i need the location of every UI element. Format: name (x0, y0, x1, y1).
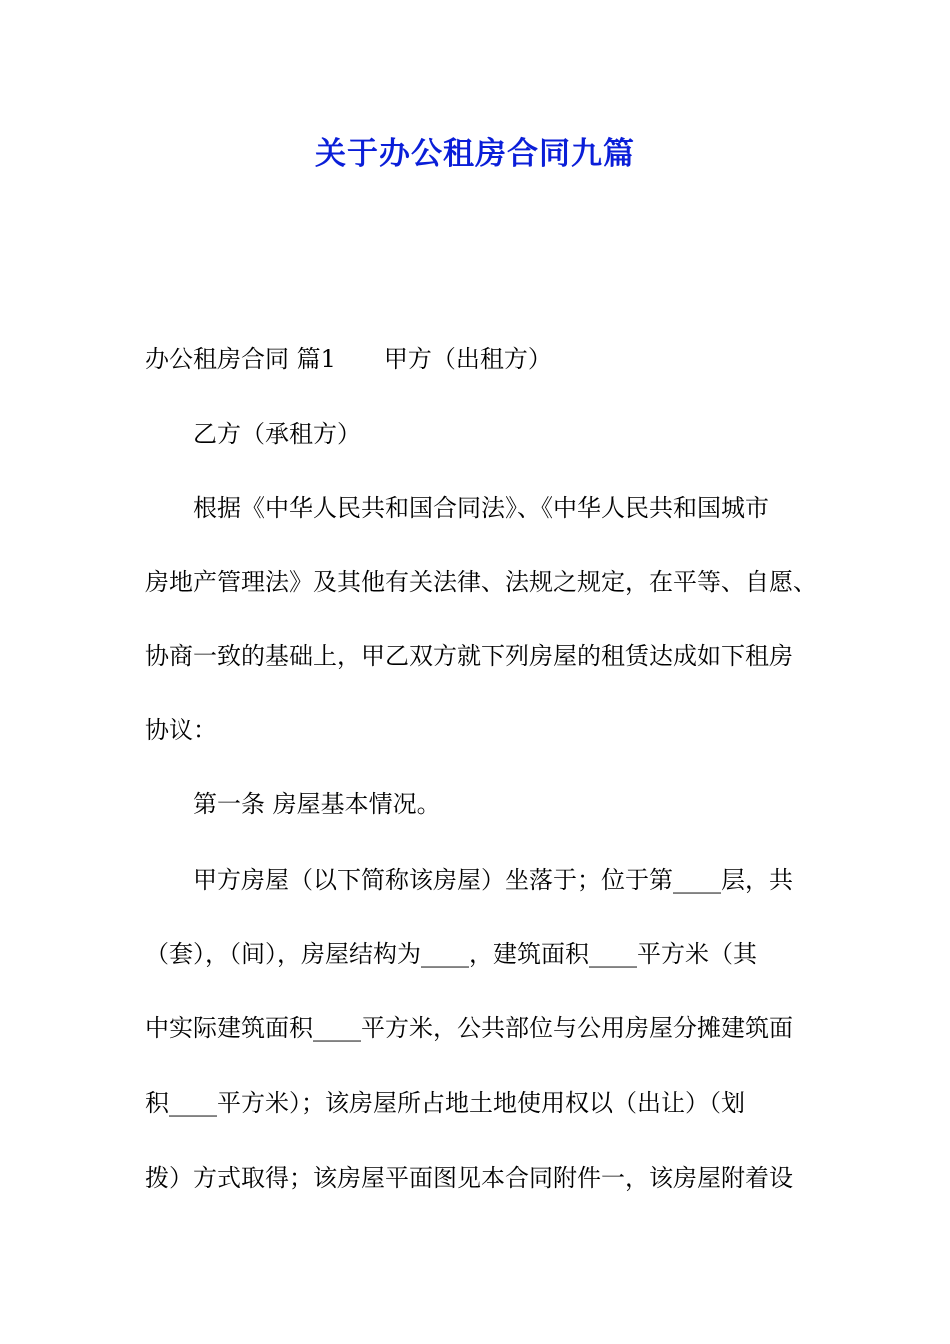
text-line-8: 甲方房屋（以下简称该房屋）坐落于；位于第____层，共 (193, 866, 793, 894)
text-line-12: 拨）方式取得；该房屋平面图见本合同附件一，该房屋附着设 (145, 1164, 793, 1192)
document-title: 关于办公租房合同九篇 (315, 136, 635, 172)
text-line-11: 积____平方米）；该房屋所占地土地使用权以（出让）（划 (145, 1089, 745, 1117)
text-line-10: 中实际建筑面积____平方米，公共部位与公用房屋分摊建筑面 (145, 1014, 793, 1042)
text-line-3: 根据《中华人民共和国合同法》、《中华人民共和国城市 (193, 494, 769, 522)
text-line-1: 办公租房合同 篇1 甲方（出租方） (145, 345, 552, 373)
text-line-6: 协议： (145, 716, 217, 744)
text-line-4: 房地产管理法》及其他有关法律、法规之规定，在平等、自愿、 (145, 568, 817, 596)
text-line-9: （套），（间），房屋结构为____，建筑面积____平方米（其 (145, 940, 757, 968)
text-line-7: 第一条 房屋基本情况。 (193, 790, 441, 818)
text-line-2: 乙方（承租方） (193, 420, 361, 448)
text-line-5: 协商一致的基础上，甲乙双方就下列房屋的租赁达成如下租房 (145, 642, 793, 670)
